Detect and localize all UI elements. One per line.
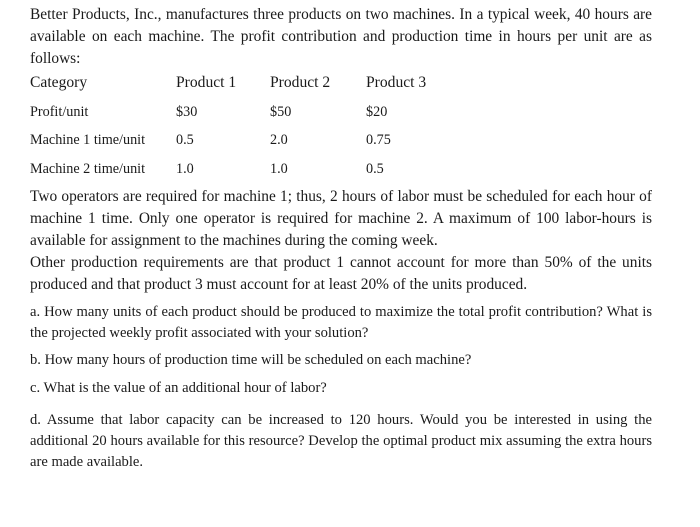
header-product-1: Product 1 xyxy=(176,74,237,91)
header-product-2: Product 2 xyxy=(270,74,331,91)
row-label: Machine 1 time/unit xyxy=(30,132,146,148)
header-product-3: Product 3 xyxy=(366,74,427,91)
cell-product-1: $30 xyxy=(176,104,198,120)
row-label: Machine 2 time/unit xyxy=(30,161,146,177)
header-category: Category xyxy=(30,74,88,91)
question-b: b. How many hours of production time will be scheduled on each machine? xyxy=(30,352,472,368)
labor-paragraph: Two operators are required for machine 1; thus, 2 hours of labor must be scheduled for each hour of machine 1 time. Only one operator is required for machine 2. A maximum of 100 labor-hours is available for assignment to the machines during the coming week. xyxy=(30,188,652,249)
cell-product-2: 2.0 xyxy=(270,132,288,148)
question-d: d. Assume that labor capacity can be increased to 120 hours. Would you be interested in using the additional 20 hours available for this resource? Develop the optimal product mix assuming the extra hours are made available. xyxy=(30,412,652,470)
requirements-paragraph: Other production requirements are that product 1 cannot account for more than 50% of the units produced and that product 3 must account for at least 20% of the units produced. xyxy=(30,254,652,293)
table-row-machine-2 xyxy=(30,158,670,180)
cell-product-2: 1.0 xyxy=(270,161,288,177)
cell-product-1: 0.5 xyxy=(176,132,194,148)
cell-product-2: $50 xyxy=(270,104,292,120)
cell-product-3: 0.5 xyxy=(366,161,384,177)
cell-product-3: 0.75 xyxy=(366,132,391,148)
cell-product-3: $20 xyxy=(366,104,388,120)
table-header-row xyxy=(30,72,670,94)
table-row-machine-1 xyxy=(30,129,670,151)
question-a: a. How many units of each product should be produced to maximize the total profit contribution? What is the projected weekly profit associated with your solution? xyxy=(30,304,652,341)
row-label: Profit/unit xyxy=(30,104,89,120)
intro-paragraph: Better Products, Inc., manufactures three products on two machines. In a typical week, 40 hours are available on each machine. The profit contribution and production time in hours per unit are as follows: xyxy=(30,6,652,67)
cell-product-1: 1.0 xyxy=(176,161,194,177)
table-row-profit xyxy=(30,101,670,123)
question-c: c. What is the value of an additional hour of labor? xyxy=(30,380,327,396)
